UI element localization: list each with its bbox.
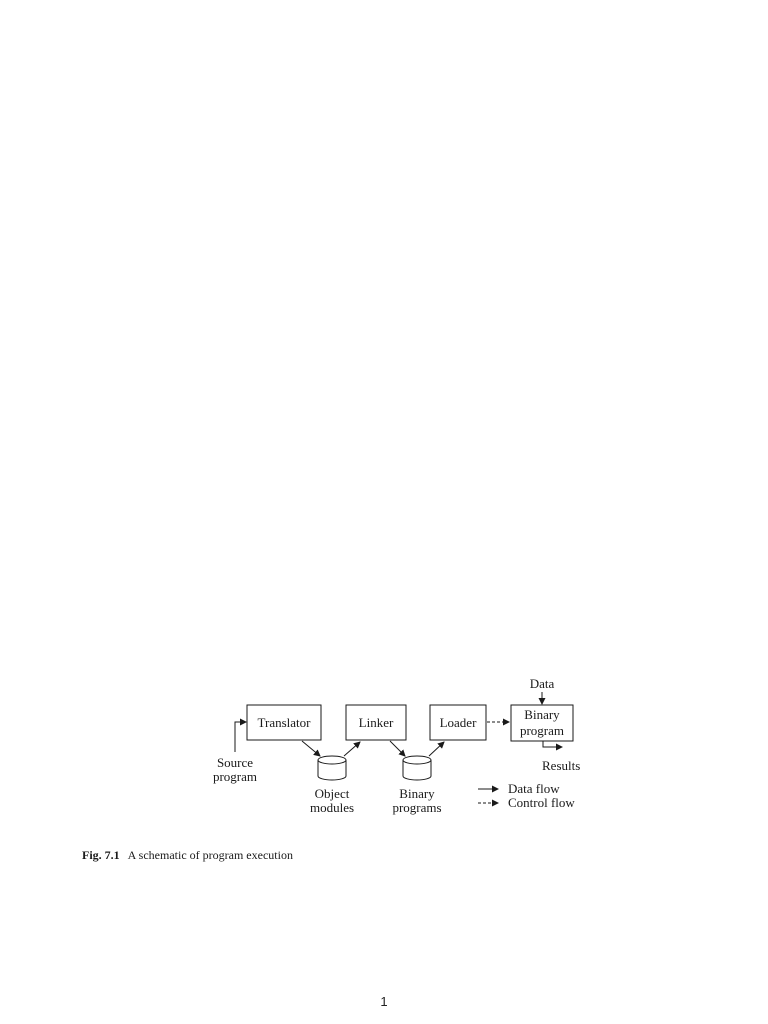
results-label: Results <box>542 758 581 773</box>
object-to-linker-arrow <box>344 742 360 756</box>
figure-caption-text: A schematic of program execution <box>127 848 293 862</box>
figure-caption-label: Fig. 7.1 <box>82 848 120 862</box>
legend-control-flow-label: Control flow <box>508 795 575 810</box>
linker-to-binary-arrow <box>390 741 405 756</box>
source-label-line2: program <box>212 769 258 784</box>
binary-programs-label-line2: programs <box>392 800 442 815</box>
binary-programs-cylinder <box>403 756 431 780</box>
binary-to-loader-arrow <box>429 742 444 756</box>
binary-programs-label-line1: Binary <box>399 786 435 801</box>
object-modules-cylinder <box>318 756 346 780</box>
data-label: Data <box>529 676 555 691</box>
source-arrow <box>235 722 246 752</box>
binary-program-label-line2: program <box>519 723 565 738</box>
translator-label: Translator <box>257 715 311 730</box>
figure-caption <box>82 848 293 863</box>
results-arrow <box>543 741 562 747</box>
translator-to-object-arrow <box>302 741 320 756</box>
loader-label: Loader <box>439 715 477 730</box>
legend-data-flow-label: Data flow <box>508 781 560 796</box>
object-modules-label-line2: modules <box>309 800 355 815</box>
linker-label: Linker <box>358 715 394 730</box>
object-modules-label-line1: Object <box>314 786 350 801</box>
page-number: 1 <box>380 994 388 1009</box>
binary-program-label-line1: Binary <box>524 707 560 722</box>
source-label-line1: Source <box>216 755 254 770</box>
